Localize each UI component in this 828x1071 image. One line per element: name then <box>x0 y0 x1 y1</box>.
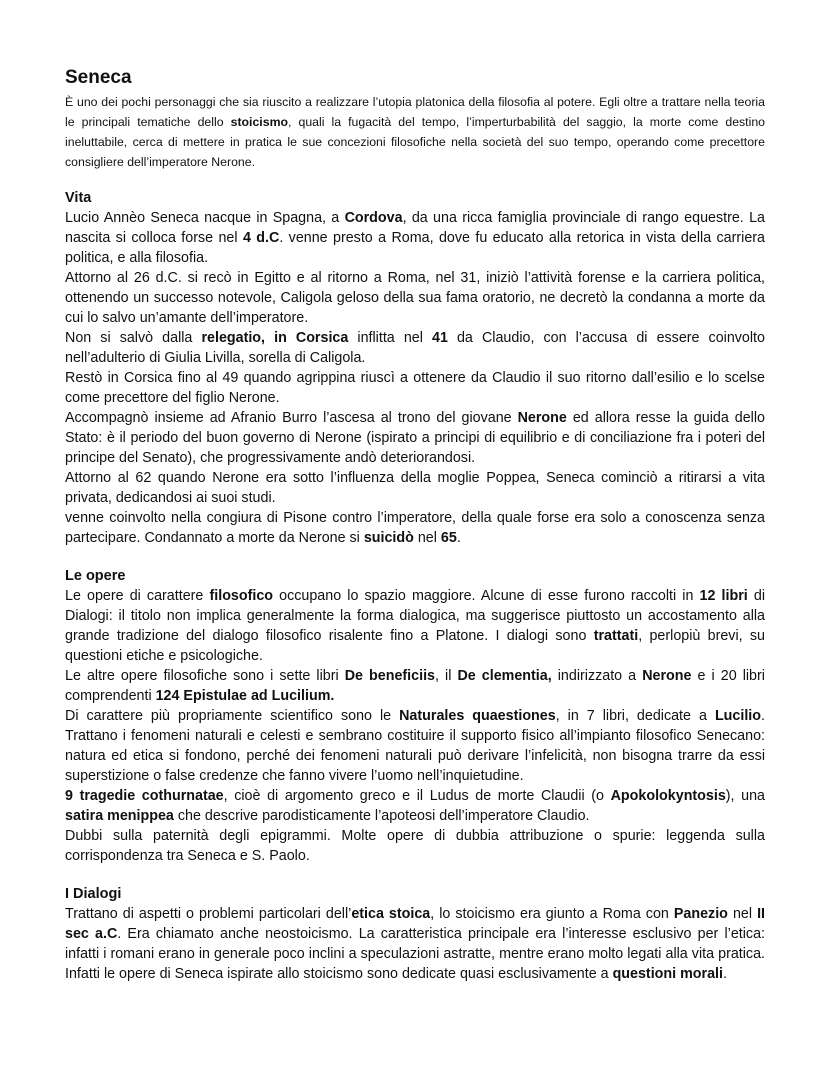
bold-term: Nerone <box>517 410 567 426</box>
vita-paragraph-7: venne coinvolto nella congiura di Pisone contro l’imperatore, della quale forse era solo a conoscenza senza partecipare. Condannato a morte da Nerone si suicidò nel 65. <box>65 510 765 546</box>
bold-term: Lucilio <box>714 708 762 724</box>
bold-term: De beneficiis <box>344 668 435 684</box>
section-heading-dialogi: I Dialogi <box>65 886 122 902</box>
bold-term: satira menippea <box>65 808 174 824</box>
bold-term: 9 tragedie cothurnatae <box>65 788 224 804</box>
document-page <box>65 66 765 984</box>
bold-term: Apokolokyntosis <box>610 788 726 804</box>
vita-paragraph-6: Attorno al 62 quando Nerone era sotto l’influenza della moglie Poppea, Seneca cominciò a ritirarsi a vita privata, dedicandosi ai suoi studi. <box>65 470 765 506</box>
opere-paragraph-2: Le altre opere filosofiche sono i sette libri De beneficiis, il De clementia, indirizzato a Nerone e i 20 libri comprendenti 124 Epistulae ad Lucilium. <box>65 668 765 704</box>
bold-term: De clementia, <box>457 668 552 684</box>
vita-paragraph-4: Restò in Corsica fino al 49 quando agrippina riuscì a ottenere da Claudio il suo ritorno dall’esilio e lo scelse come precettore del figlio Nerone. <box>65 370 765 406</box>
bold-term: II sec a.C <box>65 906 766 942</box>
intro-paragraph: È uno dei pochi personaggi che sia riuscito a realizzare l’utopia platonica della filosofia al potere. Egli oltre a trattare nella teoria le principali tematiche dello stoicismo, quali la fugacità del tempo, l’imperturbabilità del saggio, la morte come destino ineluttabile, cerca di mettere in pratica le sue concezioni filosofiche nella società del suo tempo, operando come precettore consigliere dell’imperatore Nerone. <box>65 95 766 169</box>
opere-paragraph-1: Le opere di carattere filosofico occupano lo spazio maggiore. Alcune di esse furono raccolti in 12 libri di Dialogi: il titolo non implica generalmente la forma dialogica, ma suggerisce piuttosto un accostamento alla grande tradizione del dialogo filosofico risalente fino a Platone. I dialogi sono trattati, perlopiù brevi, su questioni etiche e psicologiche. <box>65 588 766 664</box>
vita-paragraph-3: Non si salvò dalla relegatio, in Corsica inflitta nel 41 da Claudio, con l’accusa di essere coinvolto nell’adulterio di Giulia Livilla, sorella di Caligola. <box>65 330 765 366</box>
bold-term: 65 <box>440 530 457 546</box>
bold-term: 4 d.C <box>242 230 280 246</box>
section-heading-opere: Le opere <box>65 568 126 584</box>
bold-term: Panezio <box>673 906 728 922</box>
section-dialogi <box>65 884 765 984</box>
bold-term: 41 <box>432 330 448 346</box>
bold-term: 124 Epistulae ad Lucilium. <box>155 688 335 704</box>
bold-term: Naturales quaestiones <box>399 708 556 724</box>
bold-term: questioni morali <box>612 966 723 982</box>
page-title: Seneca <box>65 67 132 88</box>
bold-term: 12 libri <box>699 588 748 604</box>
vita-paragraph-5: Accompagnò insieme ad Afranio Burro l’ascesa al trono del giovane Nerone ed allora resse la guida dello Stato: è il periodo del buon governo di Nerone (ispirato a principi di equilibrio e di conciliazione fra i poteri del principe del Senato), che progressivamente andò deteriorandosi. <box>65 410 765 466</box>
bold-term: suicidò <box>363 530 414 546</box>
opere-paragraph-5: Dubbi sulla paternità degli epigrammi. Molte opere di dubbia attribuzione o spurie: leggenda sulla corrispondenza tra Seneca e S. Paolo. <box>65 828 765 864</box>
opere-paragraph-3: Di carattere più propriamente scientifico sono le Naturales quaestiones, in 7 libri, dedicate a Lucilio. Trattano i fenomeni naturali e celesti e sembrano costituire il supporto fisico all’impianto filosofico Senecano: natura ed etica si fondono, perché dei fenomeni naturali può derivare l’infelicità, non bisogna trarre da essi superstizione o false credenze che fanno vivere l’uomo nell’inquietudine. <box>65 708 765 784</box>
bold-term: etica stoica <box>351 906 431 922</box>
bold-term: Cordova <box>344 210 403 226</box>
section-vita <box>65 188 765 548</box>
bold-term: relegatio, in Corsica <box>201 330 349 346</box>
opere-paragraph-4: 9 tragedie cothurnatae, cioè di argomento greco e il Ludus de morte Claudii (o Apokolokyntosis), una satira menippea che descrive parodisticamente l’apoteosi dell’imperatore Claudio. <box>65 788 766 824</box>
bold-term: Nerone <box>642 668 692 684</box>
vita-paragraph-1: Lucio Annèo Seneca nacque in Spagna, a Cordova, da una ricca famiglia provinciale di rango equestre. La nascita si colloca forse nel 4 d.C. venne presto a Roma, dove fu educato alla retorica in vista della carriera politica, e alla filosofia. <box>65 210 765 266</box>
dialogi-paragraph-1: Trattano di aspetti o problemi particolari dell’etica stoica, lo stoicismo era giunto a Roma con Panezio nel II sec a.C. Era chiamato anche neostoicismo. La caratteristica principale era l’interesse esclusivo per l’etica: infatti i romani erano in generale poco inclini a speculazioni astratte, mentre erano molto legati alla vita pratica. Infatti le opere di Seneca ispirate allo stoicismo sono dedicate quasi esclusivamente a questioni morali. <box>65 906 766 982</box>
bold-term: filosofico <box>209 588 274 604</box>
section-heading-vita: Vita <box>65 190 92 206</box>
bold-term: trattati <box>593 628 639 644</box>
vita-paragraph-2: Attorno al 26 d.C. si recò in Egitto e al ritorno a Roma, nel 31, iniziò l’attività forense e la carriera politica, ottenendo un successo notevole, Caligola geloso della sua fama oratorio, ne decretò la condanna a morte da cui lo salvo un’amante dell’imperatore. <box>65 270 765 326</box>
section-opere <box>65 566 765 866</box>
bold-term: stoicismo <box>230 115 289 129</box>
